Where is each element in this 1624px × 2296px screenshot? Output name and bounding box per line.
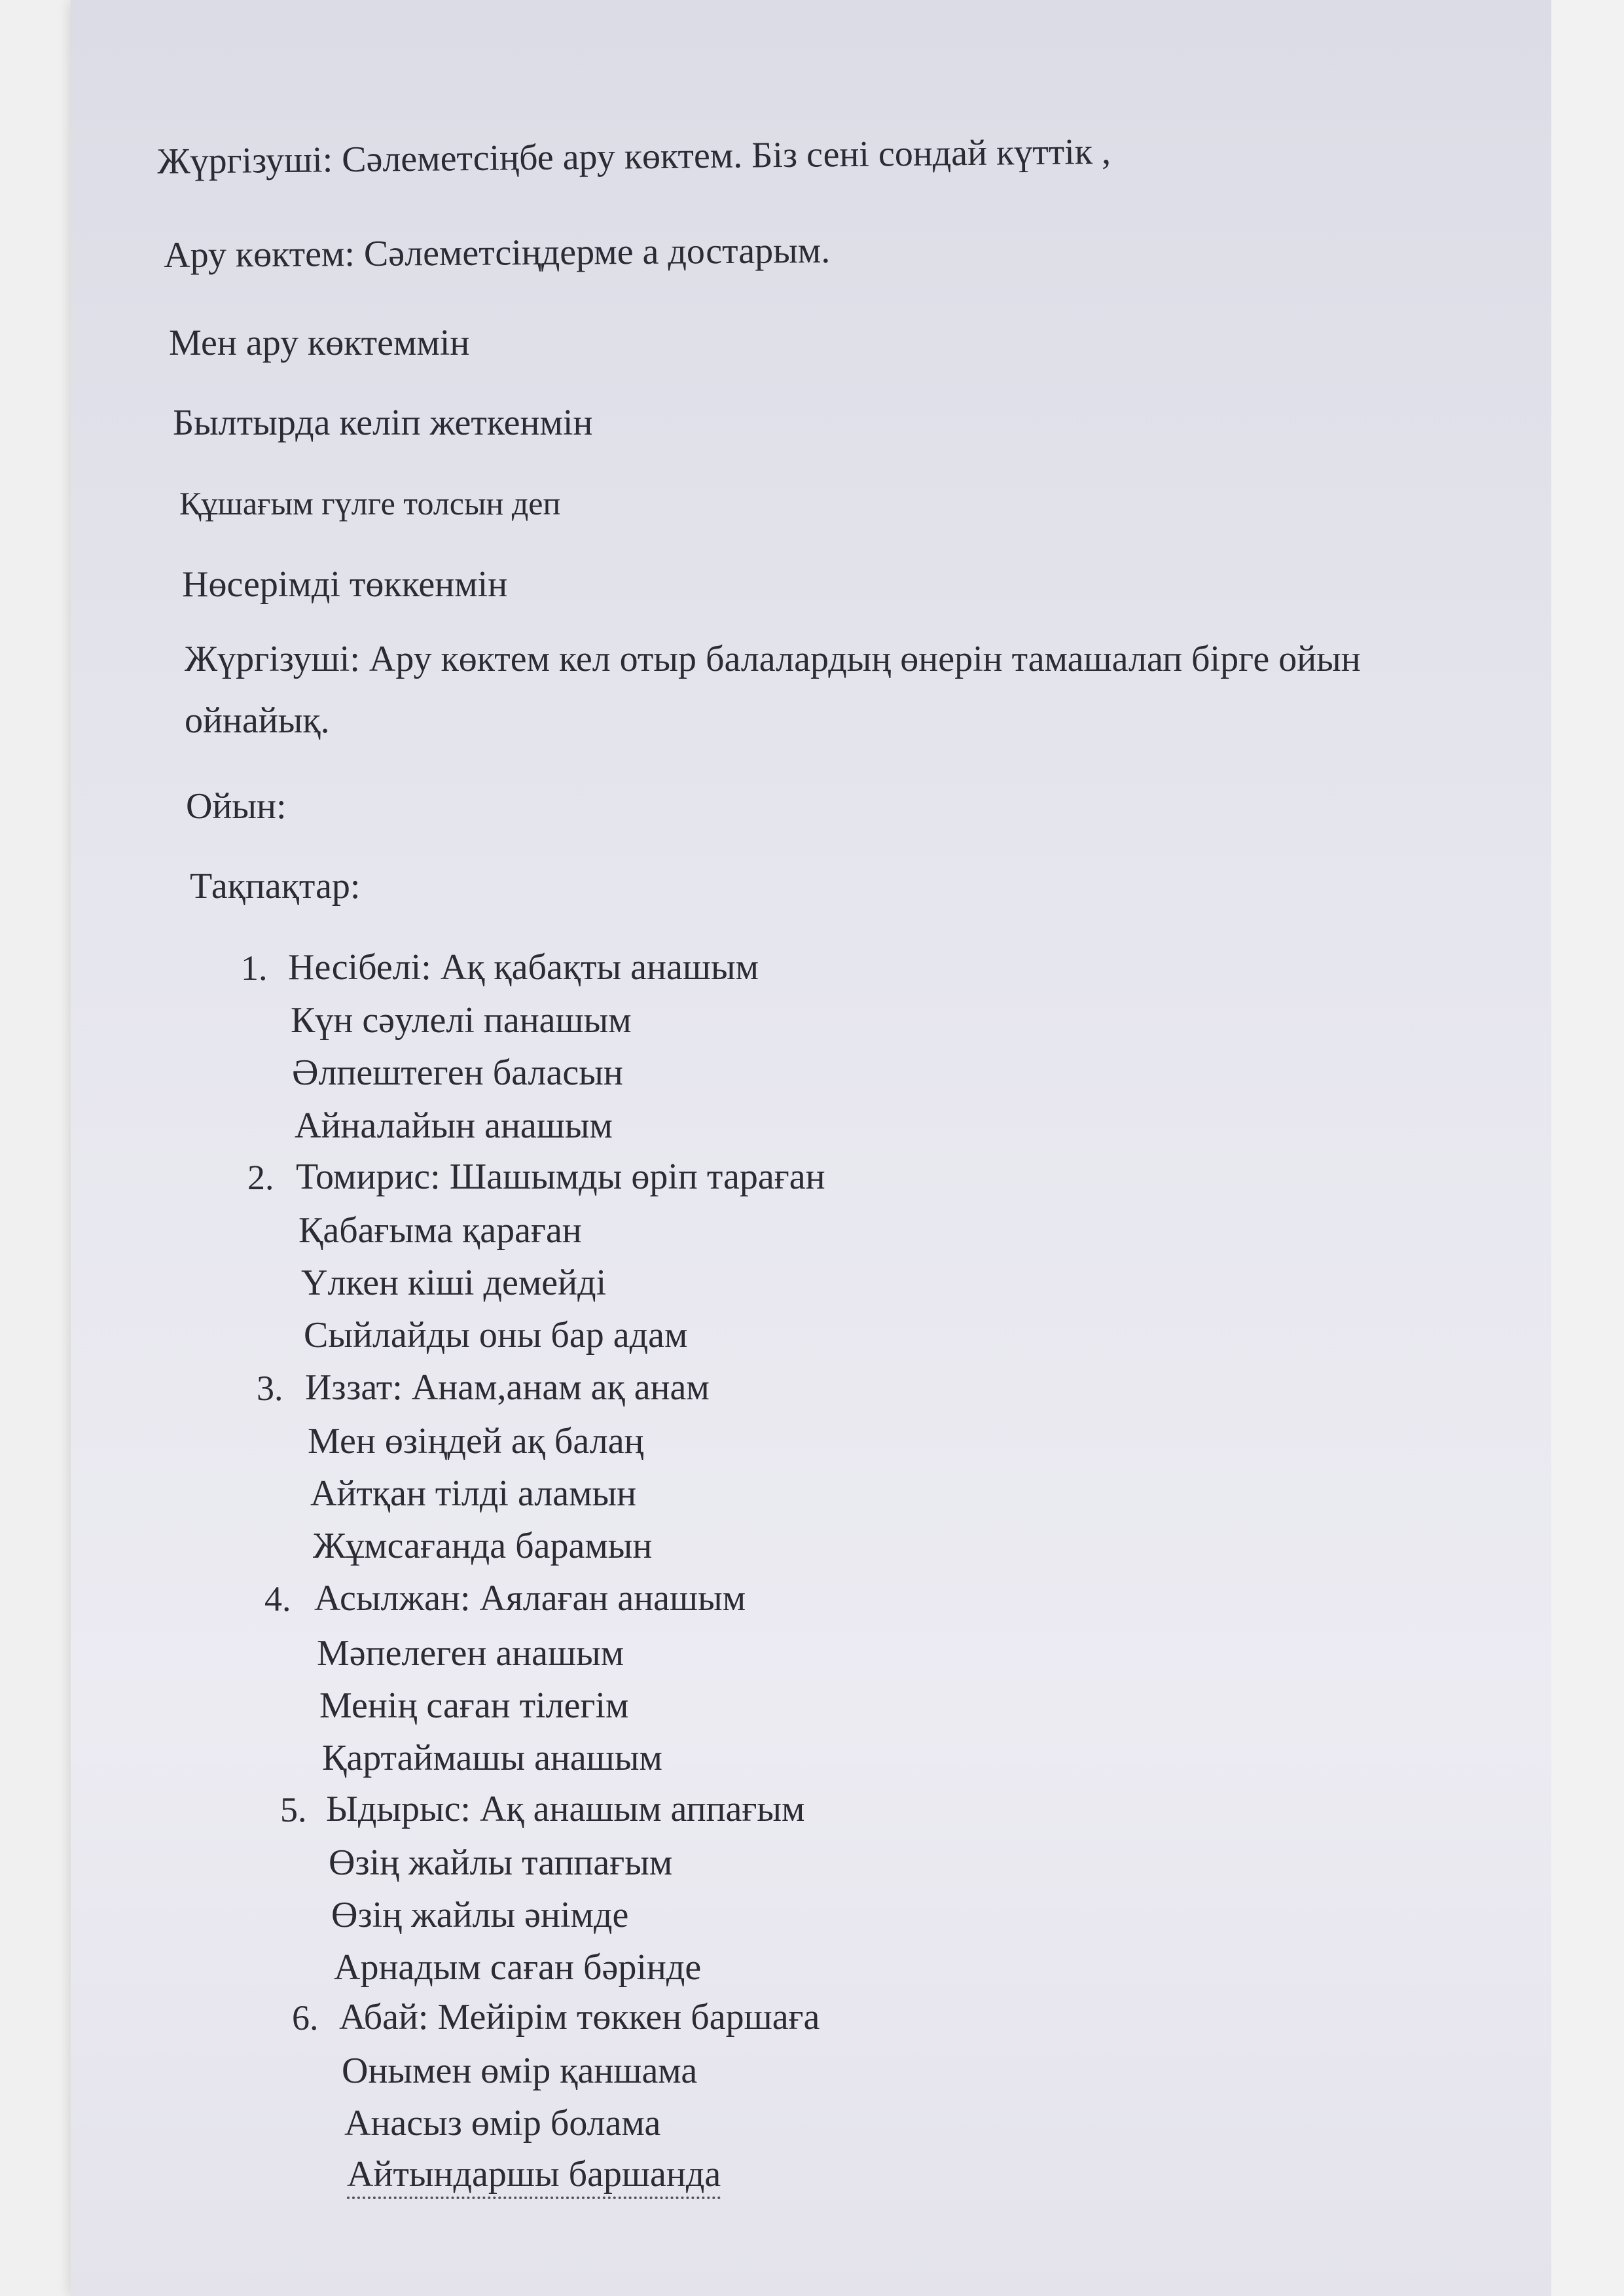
poem-line: Абай: Мейірім төккен баршаға <box>339 1997 820 2037</box>
intro-line-7: Жүргізуші: Ару көктем кел отыр балалардың өнерін тамашалап бірге ойын ойнайық. <box>185 639 1361 741</box>
poem-line: Мен өзіңдей ақ балаң <box>308 1421 644 1462</box>
poem-line: Арнадым саған бәрінде <box>334 1947 702 1988</box>
poem-number: 4. <box>264 1579 291 1619</box>
poem-number: 3. <box>257 1369 283 1408</box>
poem-number: 2. <box>247 1158 274 1197</box>
poem-line: Иззат: Анам,анам ақ анам <box>305 1367 710 1408</box>
poem-line: Сыйлайды оны бар адам <box>304 1315 688 1355</box>
intro-line-1: Жүргізуші: Сәлеметсіңбе ару көктем. Біз сені сондай күттік , <box>157 131 1111 182</box>
poem-number: 6. <box>292 1998 319 2037</box>
poem-line: Онымен өмір қаншама <box>342 2051 698 2091</box>
poem-line: Айналайын анашым <box>295 1105 613 1146</box>
intro-line-8: Ойын: <box>186 786 287 827</box>
background-left <box>0 0 71 2296</box>
poem-line: Өзің жайлы таппағым <box>329 1842 673 1883</box>
poem-number: 1. <box>241 948 268 988</box>
intro-line-4: Былтырда келіп жеткенмін <box>173 403 593 443</box>
intro-line-3: Мен ару көктеммін <box>169 323 470 363</box>
poem-line: Несібелі: Ақ қабақты анашым <box>288 947 759 988</box>
poem-line: Айтқан тілді аламын <box>310 1473 637 1514</box>
poem-line: Менің саған тілегім <box>319 1685 629 1726</box>
poem-number: 5. <box>280 1790 307 1829</box>
intro-line-9: Тақпақтар: <box>190 866 361 906</box>
poem-line: Әлпештеген баласын <box>292 1052 623 1093</box>
poem-line: Қартаймашы анашым <box>322 1738 662 1778</box>
intro-line-5: Құшағым гүлге толсын деп <box>179 485 561 522</box>
poem-line: Үлкен кіші демейді <box>301 1263 607 1303</box>
poem-line: Анасыз өмір болама <box>344 2103 661 2144</box>
poem-line: Мәпелеген анашым <box>317 1633 624 1674</box>
poem-line: Қабағыма қараған <box>298 1210 582 1251</box>
poem-line: Ыдырыс: Ақ анашым аппағым <box>326 1789 805 1829</box>
poem-line: Күн сәулелі панашым <box>291 1000 632 1041</box>
poem-line: Айтындаршы баршанда <box>347 2153 721 2199</box>
poem-line: Өзің жайлы әнімде <box>331 1895 629 1935</box>
intro-line-2: Ару көктем: Сәлеметсіңдерме а достарым. <box>164 230 831 276</box>
poem-line: Асылжан: Аялаған анашым <box>314 1578 746 1619</box>
intro-line-6: Нөсерімді төккенмін <box>182 564 508 605</box>
background-right <box>1551 0 1624 2296</box>
poem-line: Томирис: Шашымды өріп тараған <box>296 1157 825 1197</box>
poem-line: Жұмсағанда барамын <box>313 1526 653 1566</box>
